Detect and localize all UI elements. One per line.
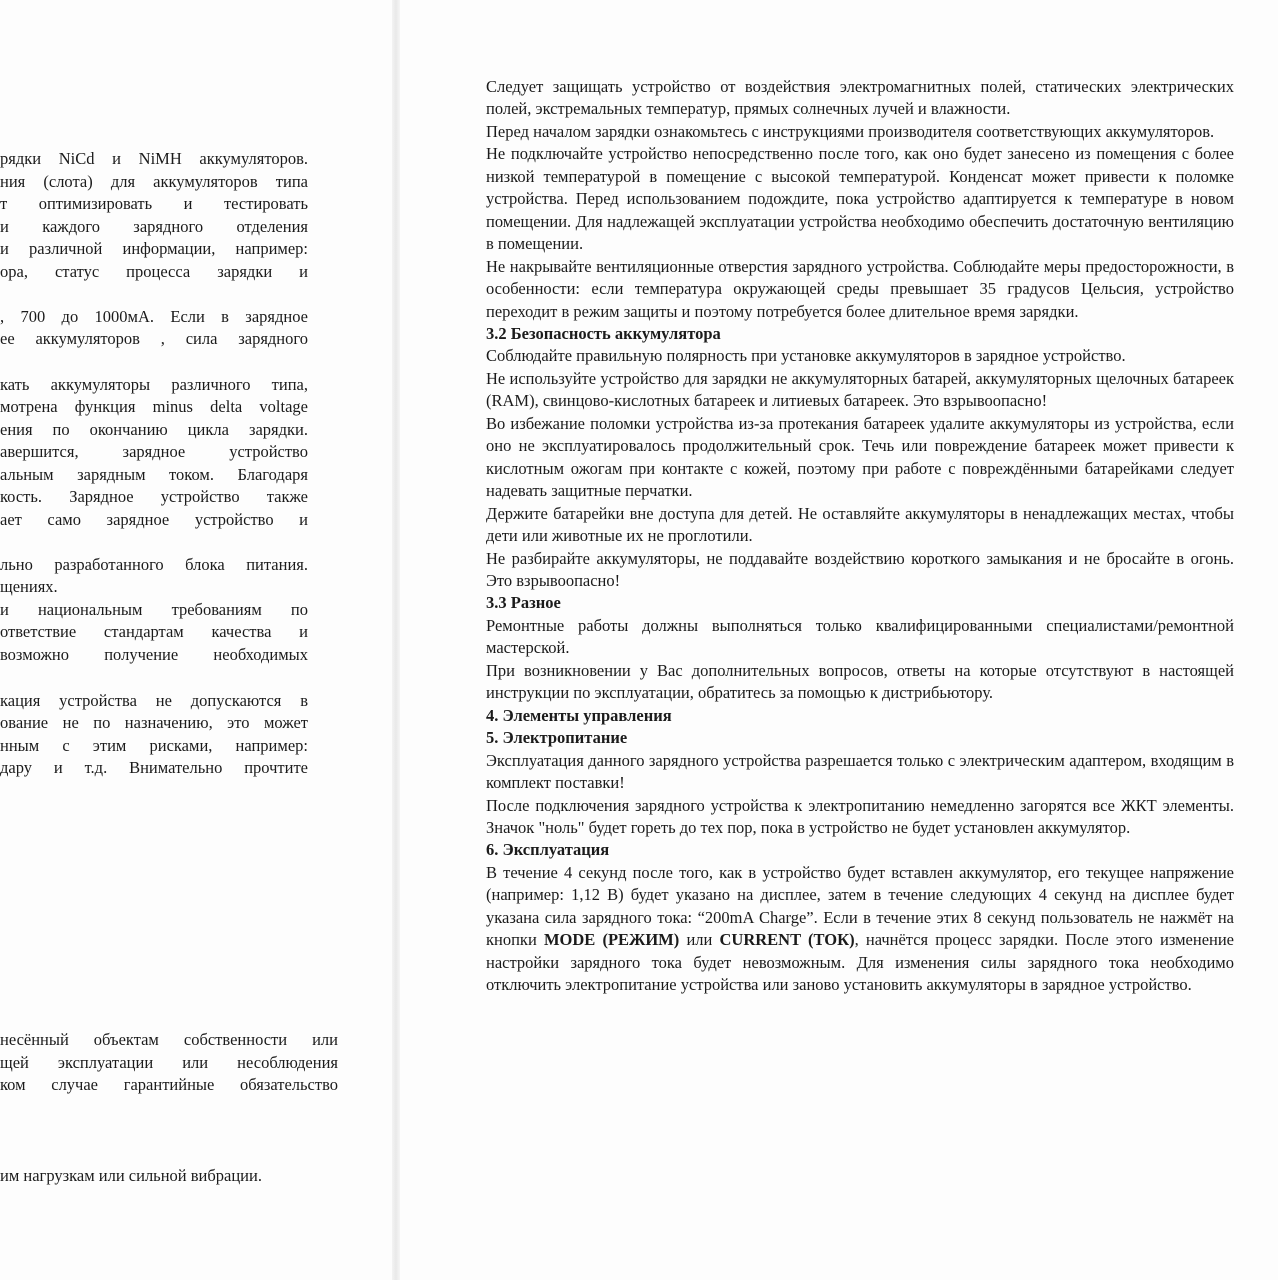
text-line: и каждого зарядного отделения	[0, 217, 308, 236]
paragraph	[486, 862, 1234, 997]
mode-button-reference: MODE (РЕЖИМ)	[543, 930, 680, 950]
text-line: и национальным требованиям по	[0, 600, 308, 619]
current-button-reference: CURRENT (ТОК)	[719, 930, 855, 950]
text-line: ование не по назначению, это может	[0, 713, 308, 732]
paragraph: Ремонтные работы должны выполняться только квалифицированными специалистами/ремонтной мастерской.	[486, 615, 1234, 658]
text-line: рядки NiCd и NiMH аккумуляторов.	[0, 149, 308, 168]
text-line: несённый объектам собственности или	[0, 1030, 338, 1049]
text-line: ает само зарядное устройство и	[0, 510, 308, 529]
text-line: кать аккумуляторы различного типа,	[0, 375, 308, 394]
section-heading: 3.3 Разное	[486, 593, 561, 613]
section-heading: 6. Эксплуатация	[486, 840, 610, 860]
paragraph: Во избежание поломки устройства из-за протекания батареек удалите аккумуляторы из устройства, если оно не эксплуатировалось продолжительный срок. Течь или повреждение батареек может привести к кислотным ожогам при контакте с кожей, поэтому при работе с повреждёнными батарейками следует надевать защитные перчатки.	[486, 413, 1234, 501]
paragraph: Не используйте устройство для зарядки не аккумуляторных батарей, аккумуляторных щелочных батареек (RAM), свинцово-кислотных батареек и литиевых батареек. Это взрывоопасно!	[486, 368, 1234, 411]
text-line: и различной информации, например:	[0, 239, 308, 258]
paragraph: Эксплуатация данного зарядного устройства разрешается только с электрическим адаптером, входящим в комплект поставки!	[486, 750, 1234, 793]
section-heading: 4. Элементы управления	[486, 705, 672, 725]
page-fold	[392, 0, 400, 1280]
text-line: кация устройства не допускаются в	[0, 691, 308, 710]
paragraph: Перед началом зарядки ознакомьтесь с инструкциями производителя соответствующих аккумуляторов.	[486, 121, 1215, 141]
text-line: ора, статус процесса зарядки и	[0, 262, 308, 281]
text-line: нным с этим рисками, например:	[0, 736, 308, 755]
text-run: В течение 4 секунд после того, как в устройство будет вставлен аккумулятор, его текущее напряжение (например: 1,12 В) будет указано на дисплее, затем в течение следующих 4 секунд на дисплее будет указана сила зарядного тока: “200mA Charge”. Если в течение этих 8 секунд пользователь не нажмёт на кнопки	[486, 862, 1234, 950]
paragraph: При возникновении у Вас дополнительных вопросов, ответы на которые отсутствуют в настоящей инструкции по эксплуатации, обратитесь за помощью к дистрибьютору.	[486, 660, 1234, 703]
section-heading: 3.2 Безопасность аккумулятора	[486, 323, 721, 343]
paragraph: Держите батарейки вне доступа для детей. Не оставляйте аккумуляторы в ненадлежащих местах, чтобы дети или животные их не проглотили.	[486, 503, 1234, 546]
text-line: щениях.	[0, 577, 58, 596]
text-line: кость. Зарядное устройство также	[0, 487, 308, 506]
text-run: , начнётся процесс зарядки. После этого изменение настройки зарядного тока будет невозможным. Для изменения силы зарядного тока необходимо отключить электропитание устройства или заново установить аккумуляторы в зарядное устройство.	[486, 930, 1234, 995]
paragraph: После подключения зарядного устройства к электропитанию немедленно загорятся все ЖКТ элементы. Значок "ноль" будет гореть до тех пор, пока в устройство не будет установлен аккумулятор.	[486, 795, 1234, 837]
text-line: льно разработанного блока питания.	[0, 555, 308, 574]
text-run: или	[679, 930, 720, 950]
paragraph: Не подключайте устройство непосредственно после того, как оно будет занесено из помещения с более низкой температурой в помещение с высокой температурой. Конденсат может привести к поломке устройства. Перед использованием подождите, пока устройство адаптируется к температуре в новом помещении. Для надлежащей эксплуатации устройства необходимо обеспечить достаточную вентиляцию в помещении.	[486, 144, 1234, 254]
text-line: им нагрузкам или сильной вибрации.	[0, 1166, 262, 1185]
paragraph: Соблюдайте правильную полярность при установке аккумуляторов в зарядное устройство.	[486, 346, 1126, 366]
paragraph: Не накрывайте вентиляционные отверстия зарядного устройства. Соблюдайте меры предосторожности, в особенности: если температура окружающей среды превышает 35 градусов Цельсия, устройство переходит в режим защиты и поэтому потребуется более длительное время зарядки.	[486, 256, 1234, 321]
section-heading: 5. Электропитание	[486, 728, 628, 748]
text-line: ния (слота) для аккумуляторов типа	[0, 172, 308, 191]
text-line: ения по окончанию цикла зарядки.	[0, 420, 308, 439]
text-line: возможно получение необходимых	[0, 645, 308, 664]
paragraph: Не разбирайте аккумуляторы, не поддавайте воздействию короткого замыкания и не бросайте в огонь. Это взрывоопасно!	[486, 548, 1234, 590]
text-line: ее аккумуляторов , сила зарядного	[0, 329, 308, 348]
text-line: дару и т.д. Внимательно прочтите	[0, 758, 308, 777]
left-page	[0, 0, 392, 1280]
text-line: ответствие стандартам качества и	[0, 622, 308, 641]
text-line: ком случае гарантийные обязательство	[0, 1075, 338, 1094]
text-line: авершится, зарядное устройство	[0, 442, 308, 461]
right-page	[486, 76, 1234, 997]
text-line: щей эксплуатации или несоблюдения	[0, 1053, 338, 1072]
text-line: , 700 до 1000мА. Если в зарядное	[0, 307, 308, 326]
text-line: т оптимизировать и тестировать	[0, 194, 308, 213]
paragraph: Следует защищать устройство от воздействия электромагнитных полей, статических электрических полей, экстремальных температур, прямых солнечных лучей и влажности.	[486, 77, 1234, 119]
text-line: альным зарядным током. Благодаря	[0, 465, 308, 484]
text-line: мотрена функция minus delta voltage	[0, 397, 308, 416]
